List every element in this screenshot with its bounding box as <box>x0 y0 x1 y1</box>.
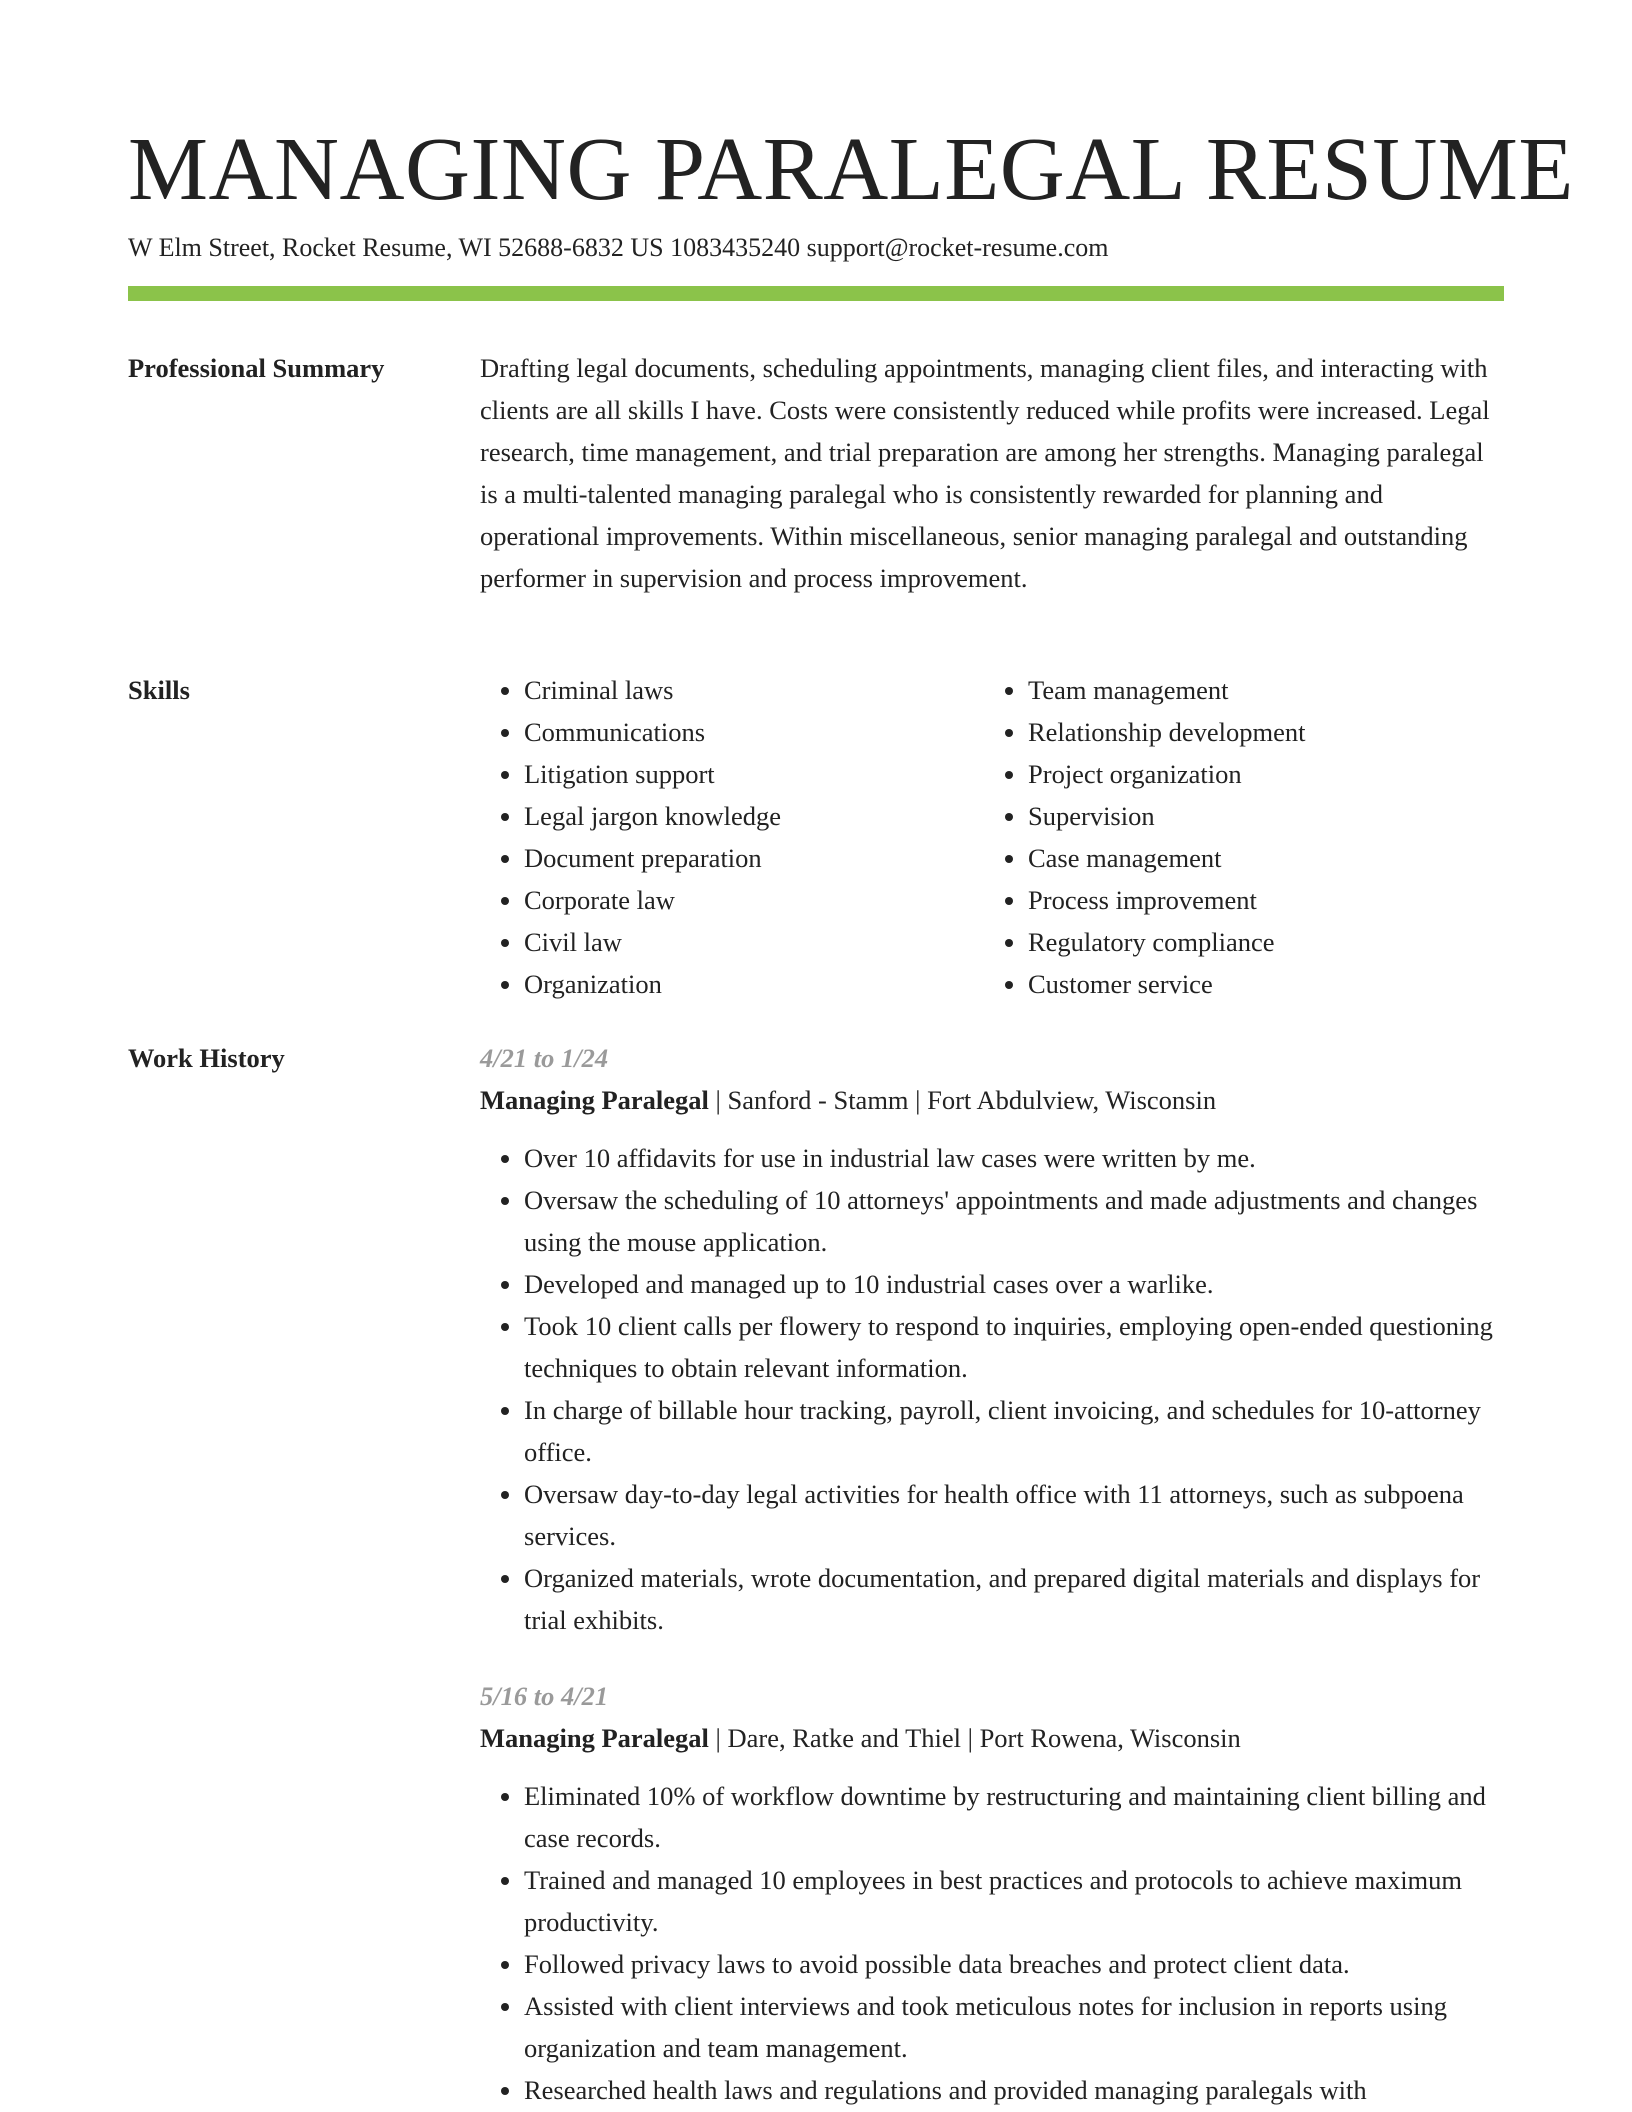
job-bullet-list <box>480 1137 1504 1641</box>
summary-section <box>480 347 1504 599</box>
skill-item: • Document preparation <box>524 837 984 879</box>
skill-item: • Criminal laws <box>524 669 984 711</box>
skills-section <box>480 669 1504 1005</box>
job-bullet: • Researched health laws and regulations and provided managing paralegals with <box>524 2069 1504 2111</box>
separator: | <box>961 1723 980 1753</box>
skill-item: • Legal jargon knowledge <box>524 795 984 837</box>
job-bullet: • In charge of billable hour tracking, payroll, client invoicing, and schedules for 10-attorney office. <box>524 1389 1504 1473</box>
job-dates: 5/16 to 4/21 <box>480 1681 609 1711</box>
job-bullet: • Organized materials, wrote documentation, and prepared digital materials and displays for trial exhibits. <box>524 1557 1504 1641</box>
job-entry <box>480 1037 1504 1641</box>
job-bullet: • Took 10 client calls per flowery to respond to inquiries, employing open-ended questioning techniques to obtain relevant information. <box>524 1305 1504 1389</box>
skills-columns <box>480 669 1504 1005</box>
job-bullet: • Eliminated 10% of workflow downtime by restructuring and maintaining client billing and case records. <box>524 1775 1504 1859</box>
job-bullet: • Oversaw the scheduling of 10 attorneys' appointments and made adjustments and changes using the mouse application. <box>524 1179 1504 1263</box>
skill-item: • Relationship development <box>1028 711 1488 753</box>
work-history-section <box>480 1037 1504 2112</box>
job-bullet-list <box>480 1775 1504 2111</box>
separator: | <box>908 1085 928 1115</box>
job-company: Sanford - Stamm <box>727 1085 909 1115</box>
skills-column-2 <box>984 669 1488 1005</box>
section-label-work-history: Work History <box>128 1043 285 1073</box>
skill-item: • Case management <box>1028 837 1488 879</box>
accent-divider <box>128 286 1504 301</box>
skill-item: • Customer service <box>1028 963 1488 1005</box>
skills-column-1 <box>480 669 984 1005</box>
separator: | <box>708 1085 728 1115</box>
skill-item: • Team management <box>1028 669 1488 711</box>
job-entry <box>480 1675 1504 2111</box>
job-bullet: • Followed privacy laws to avoid possible data breaches and protect client data. <box>524 1943 1504 1985</box>
skill-item: • Supervision <box>1028 795 1488 837</box>
skill-item: • Corporate law <box>524 879 984 921</box>
job-heading <box>480 1717 1504 1759</box>
resume-title: MANAGING PARALEGAL RESUME <box>128 120 1574 219</box>
skill-item: • Civil law <box>524 921 984 963</box>
skill-item: • Process improvement <box>1028 879 1488 921</box>
section-label-skills: Skills <box>128 675 190 705</box>
job-bullet: • Developed and managed up to 10 industrial cases over a warlike. <box>524 1263 1504 1305</box>
job-bullet: • Assisted with client interviews and took meticulous notes for inclusion in reports using organization and team management. <box>524 1985 1504 2069</box>
skill-item: • Project organization <box>1028 753 1488 795</box>
job-bullet: • Over 10 affidavits for use in industrial law cases were written by me. <box>524 1137 1504 1179</box>
separator: | <box>708 1723 728 1753</box>
job-bullet: • Oversaw day-to-day legal activities for health office with 11 attorneys, such as subpoena services. <box>524 1473 1504 1557</box>
job-location: Port Rowena, Wisconsin <box>979 1723 1241 1753</box>
job-location: Fort Abdulview, Wisconsin <box>927 1085 1217 1115</box>
section-label-summary: Professional Summary <box>128 353 385 383</box>
skill-item: • Regulatory compliance <box>1028 921 1488 963</box>
job-heading <box>480 1079 1504 1121</box>
job-company: Dare, Ratke and Thiel <box>727 1723 961 1753</box>
skill-item: • Organization <box>524 963 984 1005</box>
job-title: Managing Paralegal <box>480 1085 709 1115</box>
job-bullet: • Trained and managed 10 employees in best practices and protocols to achieve maximum productivity. <box>524 1859 1504 1943</box>
job-title: Managing Paralegal <box>480 1723 709 1753</box>
summary-text: Drafting legal documents, scheduling appointments, managing client files, and interacting with clients are all skills I have. Costs were consistently reduced while profits were increased. Legal research, time management, and trial preparation are among her strengths. Managing paralegal is a multi-talented managing paralegal who is consistently rewarded for planning and operational improvements. Within miscellaneous, senior managing paralegal and outstanding performer in supervision and process improvement. <box>480 353 1490 593</box>
skill-item: • Litigation support <box>524 753 984 795</box>
skill-item: • Communications <box>524 711 984 753</box>
contact-line: W Elm Street, Rocket Resume, WI 52688-6832 US 1083435240 support@rocket-resume.com <box>128 233 1109 262</box>
job-dates: 4/21 to 1/24 <box>480 1043 609 1073</box>
